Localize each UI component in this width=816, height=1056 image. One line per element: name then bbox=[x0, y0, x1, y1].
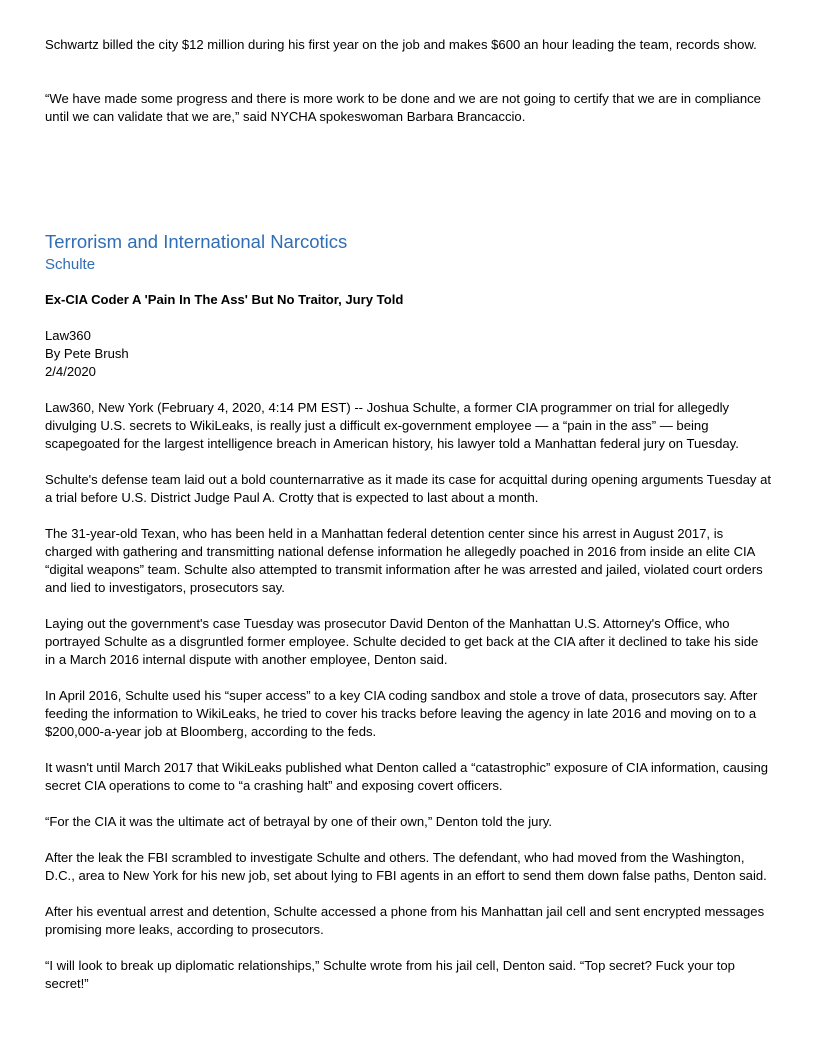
article-paragraph: Laying out the government's case Tuesday was prosecutor David Denton of the Manhattan U.S. Attorney's Office, who portrayed Schulte as a disgruntled former employee. Schulte decided to get back at the CIA after it declined to take his side in a March 2016 internal dispute with another employee, Denton said. bbox=[45, 616, 759, 667]
article-paragraph: “For the CIA it was the ultimate act of betrayal by one of their own,” Denton told the jury. bbox=[45, 814, 553, 829]
article-date: 2/4/2020 bbox=[45, 364, 96, 379]
intro-paragraph: Schwartz billed the city $12 million during his first year on the job and makes $600 an hour leading the team, records show. bbox=[45, 37, 757, 52]
article-source: Law360 bbox=[45, 328, 91, 343]
article-byline: By Pete Brush bbox=[45, 346, 129, 361]
news-section bbox=[45, 230, 771, 993]
article-paragraph: After the leak the FBI scrambled to investigate Schulte and others. The defendant, who had moved from the Washington, D.C., area to New York for his new job, set about lying to FBI agents in an effort to send them down false paths, Denton said. bbox=[45, 850, 767, 883]
intro-paragraph: “We have made some progress and there is more work to be done and we are not going to certify that we are in compliance until we can validate that we are,” said NYCHA spokeswoman Barbara Brancaccio. bbox=[45, 91, 761, 124]
article-paragraph: “I will look to break up diplomatic relationships,” Schulte wrote from his jail cell, Denton said. “Top secret? Fuck your top secret!” bbox=[45, 958, 735, 991]
article-paragraph: After his eventual arrest and detention, Schulte accessed a phone from his Manhattan jail cell and sent encrypted messages promising more leaks, according to prosecutors. bbox=[45, 904, 765, 937]
article-paragraph: The 31-year-old Texan, who has been held in a Manhattan federal detention center since his arrest in August 2017, is charged with gathering and transmitting national defense information he allegedly poached in 2016 from inside an elite CIA “digital weapons” team. Schulte also attempted to transmit information after he was arrested and jailed, violated court orders and lied to investigators, prosecutors say. bbox=[45, 526, 763, 595]
article-meta bbox=[45, 327, 771, 381]
article-paragraph: Schulte's defense team laid out a bold counternarrative as it made its case for acquittal during opening arguments Tuesday at a trial before U.S. District Judge Paul A. Crotty that is expected to last about a month. bbox=[45, 472, 771, 505]
article-paragraph: Law360, New York (February 4, 2020, 4:14 PM EST) -- Joshua Schulte, a former CIA programmer on trial for allegedly divulging U.S. secrets to WikiLeaks, is really just a difficult ex-government employee — a “pain in the ass” — being scapegoated for the largest intelligence breach in American history, his lawyer told a Manhattan federal jury on Tuesday. bbox=[45, 400, 739, 451]
section-subheading: Schulte bbox=[45, 256, 96, 273]
section-heading: Terrorism and International Narcotics bbox=[45, 231, 348, 252]
article-headline: Ex-CIA Coder A 'Pain In The Ass' But No Traitor, Jury Told bbox=[45, 292, 404, 307]
article-paragraph: In April 2016, Schulte used his “super access” to a key CIA coding sandbox and stole a trove of data, prosecutors say. After feeding the information to WikiLeaks, he tried to cover his tracks before leaving the agency in late 2016 and moving on to a $200,000-a-year job at Bloomberg, according to the feds. bbox=[45, 688, 758, 739]
article-paragraph: It wasn't until March 2017 that WikiLeaks published what Denton called a “catastrophic” exposure of CIA information, causing secret CIA operations to come to “a crashing halt” and exposing covert officers. bbox=[45, 760, 769, 793]
